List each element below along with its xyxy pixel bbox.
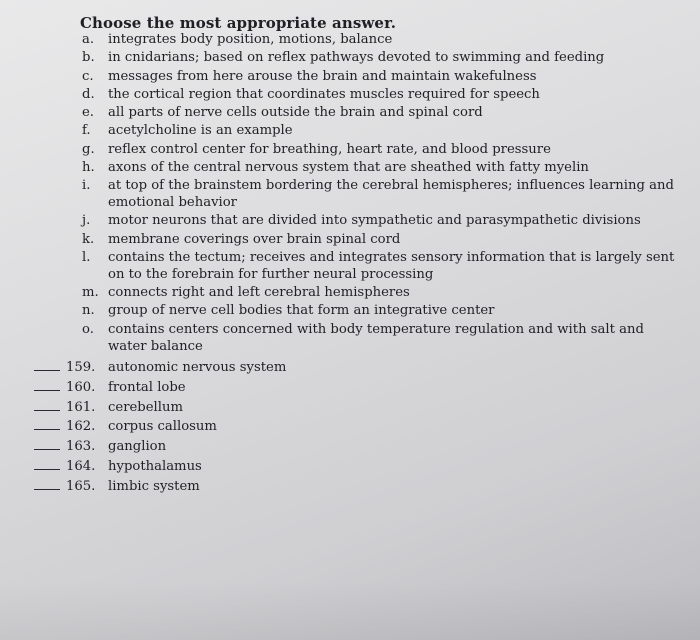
answer-blank[interactable] <box>34 358 60 371</box>
question-number: 161. <box>66 399 96 415</box>
question-row <box>34 378 374 398</box>
choice-letter: k. <box>82 231 95 247</box>
choice-item <box>82 322 682 356</box>
question-row <box>34 457 374 477</box>
choice-text: the cortical region that coordinates muscles required for speech <box>108 86 540 102</box>
choice-text: reflex control center for breathing, heart rate, and blood pressure <box>108 141 551 157</box>
answer-choices-list <box>82 32 682 357</box>
choice-letter: a. <box>82 32 95 47</box>
choice-item <box>82 69 682 86</box>
question-term: limbic system <box>108 478 200 494</box>
choice-item <box>82 285 682 302</box>
choice-letter: l. <box>82 250 91 266</box>
choice-item <box>82 50 682 67</box>
question-number: 163. <box>66 439 96 455</box>
choice-item <box>82 87 682 104</box>
question-row <box>34 358 374 378</box>
choice-letter: h. <box>82 160 95 176</box>
question-term: hypothalamus <box>108 458 202 474</box>
choice-text: in cnidarians; based on reflex pathways devoted to swimming and feeding <box>108 50 605 66</box>
choice-letter: j. <box>82 213 91 229</box>
choice-text: contains centers concerned with body temperature regulation and with salt and water balance <box>108 321 644 354</box>
choice-item <box>82 232 682 249</box>
choice-item <box>82 178 682 212</box>
choice-item <box>82 142 682 159</box>
choice-text: integrates body position, motions, balance <box>108 32 393 47</box>
matching-questions-list <box>34 358 374 497</box>
question-term: autonomic nervous system <box>108 360 287 375</box>
choice-letter: n. <box>82 303 95 319</box>
choice-text: connects right and left cerebral hemispheres <box>108 285 410 301</box>
choice-text: membrane coverings over brain spinal cord <box>108 231 401 247</box>
choice-item <box>82 160 682 177</box>
question-number: 165. <box>66 478 96 494</box>
question-row <box>34 477 374 497</box>
choice-letter: g. <box>82 141 95 157</box>
answer-blank[interactable] <box>34 398 60 411</box>
choice-item <box>82 250 682 284</box>
question-number: 164. <box>66 458 96 474</box>
choice-letter: c. <box>82 68 94 84</box>
choice-text: motor neurons that are divided into sympathetic and parasympathetic divisions <box>108 213 641 229</box>
answer-blank[interactable] <box>34 457 60 470</box>
choice-letter: i. <box>82 178 91 194</box>
question-row <box>34 437 374 457</box>
choice-text: messages from here arouse the brain and maintain wakefulness <box>108 68 537 84</box>
answer-blank[interactable] <box>34 477 60 490</box>
choice-text: group of nerve cell bodies that form an integrative center <box>108 303 495 319</box>
question-row <box>34 398 374 418</box>
choice-item <box>82 105 682 122</box>
choice-letter: m. <box>82 285 99 301</box>
choice-text: all parts of nerve cells outside the brain and spinal cord <box>108 105 483 121</box>
choice-item <box>82 303 682 320</box>
question-term: ganglion <box>108 439 167 455</box>
choice-text: contains the tectum; receives and integrates sensory information that is largely sent on to the forebrain for further neural processing <box>108 250 675 282</box>
question-number: 159. <box>66 360 96 375</box>
question-row <box>34 417 374 437</box>
choice-text: at top of the brainstem bordering the cerebral hemispheres; influences learning and emotional behavior <box>108 178 674 211</box>
choice-letter: b. <box>82 50 95 66</box>
answer-blank[interactable] <box>34 437 60 450</box>
paper-shadow <box>0 580 700 640</box>
choice-letter: d. <box>82 86 95 102</box>
choice-text: axons of the central nervous system that are sheathed with fatty myelin <box>108 160 589 176</box>
question-term: frontal lobe <box>108 379 186 395</box>
instructions-title: Choose the most appropriate answer. <box>80 14 397 32</box>
choice-letter: f. <box>82 123 91 139</box>
choice-letter: o. <box>82 321 94 337</box>
answer-blank[interactable] <box>34 417 60 430</box>
question-term: cerebellum <box>108 399 183 415</box>
choice-text: acetylcholine is an example <box>108 123 293 139</box>
question-number: 160. <box>66 379 96 395</box>
choice-item <box>82 32 682 49</box>
choice-letter: e. <box>82 105 94 121</box>
question-number: 162. <box>66 419 96 435</box>
question-term: corpus callosum <box>108 419 217 435</box>
answer-blank[interactable] <box>34 378 60 391</box>
choice-item <box>82 123 682 140</box>
choice-item <box>82 213 682 230</box>
